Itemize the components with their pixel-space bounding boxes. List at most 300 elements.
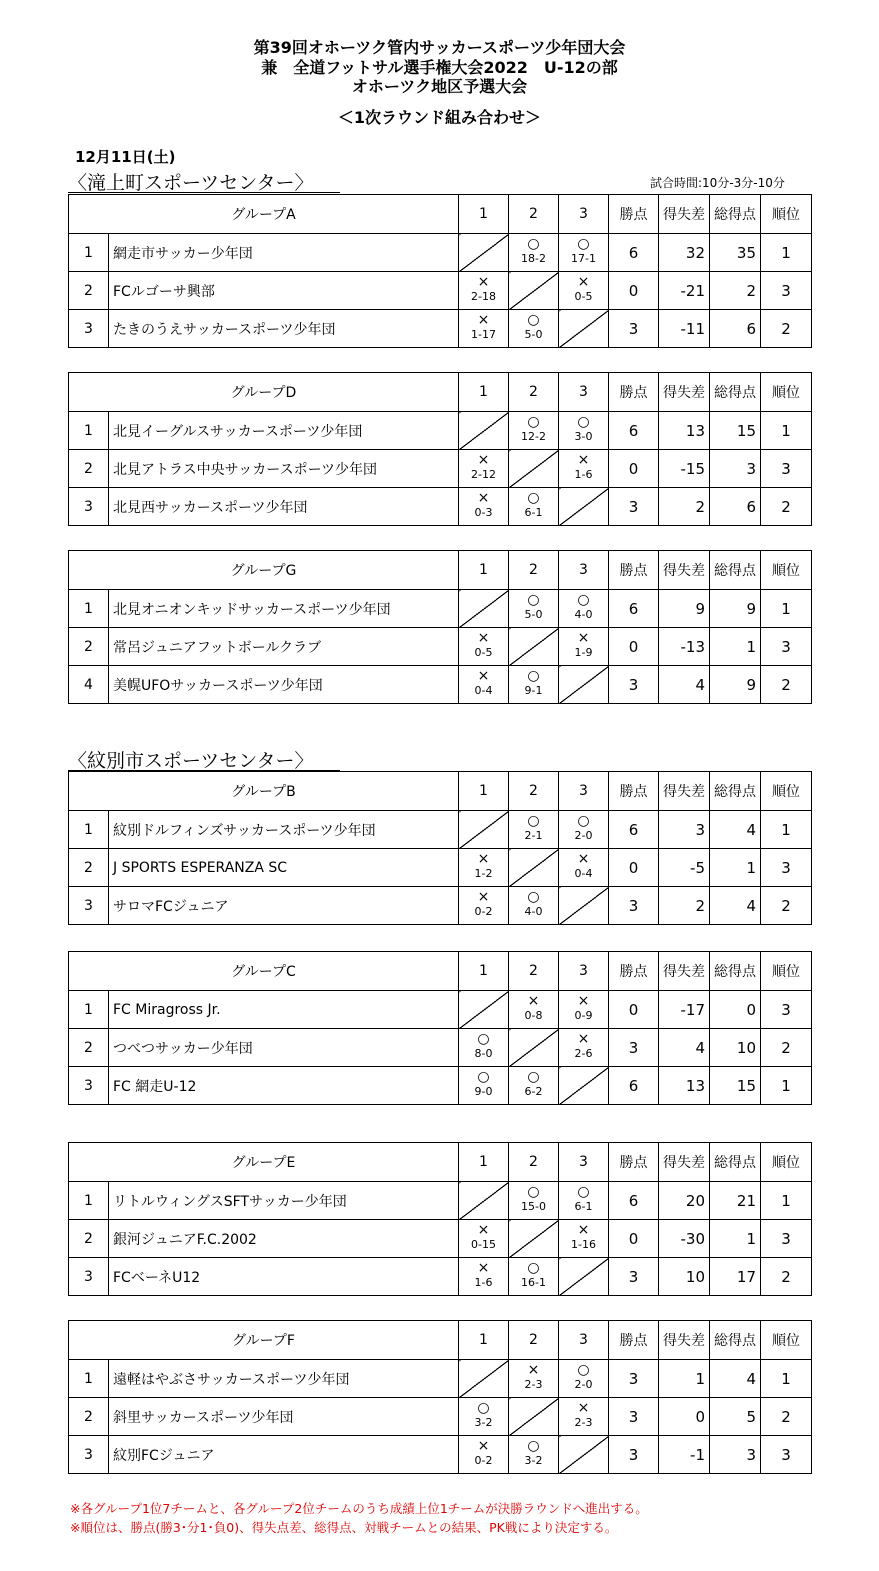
match-result-cell [459,849,509,887]
team-row [69,1220,812,1258]
team-number: 2 [69,450,109,488]
team-number: 1 [69,412,109,450]
loss-mark: × [477,452,490,468]
win-mark: ○ [527,312,540,328]
match-score: 2-3 [574,1416,593,1429]
rank: 2 [761,310,812,348]
win-mark: ○ [577,592,590,608]
team-row [69,1436,812,1474]
points: 3 [609,310,659,348]
match-score: 0-3 [474,506,493,519]
team-row [69,1029,812,1067]
column-header: 順位 [761,772,812,811]
match-score: 0-8 [524,1009,543,1022]
match-result-cell [509,1436,559,1474]
column-header: 得失差 [659,373,710,412]
loss-mark: × [477,490,490,506]
column-header: 勝点 [609,551,659,590]
column-header: 3 [559,373,609,412]
team-name: FC 網走U-12 [109,1067,459,1105]
loss-mark: × [477,630,490,646]
goal-difference: -5 [659,849,710,887]
match-result-cell [559,849,609,887]
team-name: FCベーネU12 [109,1258,459,1296]
column-header: 2 [509,952,559,991]
loss-mark: × [577,1222,590,1238]
win-mark: ○ [577,414,590,430]
points: 6 [609,234,659,272]
team-number: 3 [69,488,109,526]
points: 0 [609,628,659,666]
match-result-cell [509,590,559,628]
match-score: 18-2 [521,252,546,265]
rank: 1 [761,234,812,272]
footnote-1: ※各グループ1位7チームと、各グループ2位チームのうち成績上位1チームが決勝ラウンドへ進出する。 [70,1501,648,1516]
match-score: 0-15 [471,1238,496,1251]
match-result-cell [559,412,609,450]
match-score: 2-3 [524,1378,543,1391]
group-name: グループF [69,1321,459,1360]
venue-1-name: 〈滝上町スポーツセンター〉 [68,172,314,194]
match-score: 12-2 [521,430,546,443]
match-score: 1-6 [474,1276,493,1289]
match-result-cell [509,234,559,272]
goal-difference: 2 [659,488,710,526]
points: 6 [609,811,659,849]
match-result-cell [459,1029,509,1067]
column-header: 順位 [761,1321,812,1360]
match-score: 2-1 [524,829,543,842]
rank: 1 [761,1067,812,1105]
win-mark: ○ [527,236,540,252]
column-header: 2 [509,373,559,412]
points: 0 [609,991,659,1029]
rank: 3 [761,1436,812,1474]
goal-difference: 4 [659,666,710,704]
goals-for: 1 [710,849,761,887]
rank: 3 [761,272,812,310]
group-name: グループA [69,195,459,234]
match-score: 3-2 [474,1416,493,1429]
match-score: 9-1 [524,684,543,697]
group-table [68,372,812,526]
points: 3 [609,887,659,925]
title-line-1: 第39回オホーツク管内サッカースポーツ少年団大会 [253,38,626,57]
team-number: 2 [69,1029,109,1067]
team-number: 3 [69,1258,109,1296]
rank: 3 [761,991,812,1029]
goals-for: 15 [710,1067,761,1105]
match-score: 2-0 [574,829,593,842]
rank: 2 [761,1029,812,1067]
win-mark: ○ [477,1031,490,1047]
team-number: 2 [69,272,109,310]
rank: 2 [761,1258,812,1296]
team-name: 紋別FCジュニア [109,1436,459,1474]
column-header: 勝点 [609,952,659,991]
rank: 2 [761,887,812,925]
group-table [68,1320,812,1474]
rank: 2 [761,666,812,704]
goal-difference: 2 [659,887,710,925]
match-score: 4-0 [574,608,593,621]
points: 6 [609,412,659,450]
rank: 1 [761,1360,812,1398]
column-header: 順位 [761,952,812,991]
column-header: 得失差 [659,1143,710,1182]
self-match-cell [559,1436,609,1474]
group-table [68,550,812,704]
match-score: 5-0 [524,328,543,341]
column-header: 順位 [761,551,812,590]
column-header: 3 [559,772,609,811]
match-result-cell [559,991,609,1029]
rank: 1 [761,412,812,450]
goals-for: 9 [710,590,761,628]
team-name: つべつサッカー少年団 [109,1029,459,1067]
goal-difference: 3 [659,811,710,849]
rank: 2 [761,488,812,526]
team-number: 3 [69,1436,109,1474]
column-header: 2 [509,195,559,234]
match-result-cell [459,1258,509,1296]
group-name: グループD [69,373,459,412]
goals-for: 0 [710,991,761,1029]
win-mark: ○ [527,1260,540,1276]
loss-mark: × [577,993,590,1009]
group-name: グループG [69,551,459,590]
match-result-cell [559,1029,609,1067]
loss-mark: × [577,851,590,867]
match-result-cell [459,1067,509,1105]
win-mark: ○ [477,1069,490,1085]
win-mark: ○ [527,1438,540,1454]
match-score: 16-1 [521,1276,546,1289]
match-result-cell [509,811,559,849]
match-time-note: 試合時間:10分-3分-10分 [650,176,785,190]
team-row [69,450,812,488]
goals-for: 4 [710,811,761,849]
goal-difference: -30 [659,1220,710,1258]
column-header: 勝点 [609,772,659,811]
match-score: 0-4 [474,684,493,697]
rank: 1 [761,811,812,849]
match-result-cell [459,887,509,925]
column-header: 総得点 [710,952,761,991]
goals-for: 1 [710,628,761,666]
points: 0 [609,450,659,488]
team-row [69,1258,812,1296]
team-number: 1 [69,234,109,272]
match-score: 1-9 [574,646,593,659]
team-row [69,887,812,925]
group-name: グループB [69,772,459,811]
team-name: FC Miragross Jr. [109,991,459,1029]
win-mark: ○ [527,889,540,905]
team-name: J SPORTS ESPERANZA SC [109,849,459,887]
goals-for: 3 [710,450,761,488]
self-match-cell [459,991,509,1029]
column-header: 勝点 [609,1143,659,1182]
match-result-cell [459,628,509,666]
team-row [69,310,812,348]
match-result-cell [459,1436,509,1474]
match-result-cell [509,310,559,348]
points: 0 [609,272,659,310]
match-score: 6-1 [574,1200,593,1213]
match-result-cell [459,272,509,310]
column-header: 得失差 [659,952,710,991]
match-result-cell [559,1182,609,1220]
column-header: 総得点 [710,1321,761,1360]
self-match-cell [559,1258,609,1296]
goal-difference: -15 [659,450,710,488]
column-header: 3 [559,551,609,590]
column-header: 勝点 [609,1321,659,1360]
loss-mark: × [477,851,490,867]
goal-difference: -21 [659,272,710,310]
goal-difference: -13 [659,628,710,666]
team-row [69,1067,812,1105]
team-number: 3 [69,887,109,925]
goals-for: 2 [710,272,761,310]
team-row [69,590,812,628]
match-score: 2-6 [574,1047,593,1060]
win-mark: ○ [577,236,590,252]
team-name: 北見オニオンキッドサッカースポーツ少年団 [109,590,459,628]
match-score: 1-17 [471,328,496,341]
loss-mark: × [577,630,590,646]
column-header: 順位 [761,1143,812,1182]
match-score: 1-2 [474,867,493,880]
match-score: 5-0 [524,608,543,621]
column-header: 3 [559,1143,609,1182]
team-number: 2 [69,849,109,887]
title-line-2: 兼 全道フットサル選手権大会2022 U-12の部 [261,58,618,77]
loss-mark: × [577,274,590,290]
column-header: 2 [509,772,559,811]
self-match-cell [509,849,559,887]
goal-difference: 9 [659,590,710,628]
match-score: 17-1 [571,252,596,265]
team-row [69,412,812,450]
match-result-cell [559,811,609,849]
loss-mark: × [477,1438,490,1454]
match-score: 3-0 [574,430,593,443]
win-mark: ○ [527,414,540,430]
goals-for: 35 [710,234,761,272]
loss-mark: × [477,889,490,905]
team-name: 遠軽はやぶさサッカースポーツ少年団 [109,1360,459,1398]
loss-mark: × [577,1400,590,1416]
match-score: 1-6 [574,468,593,481]
column-header: 2 [509,1321,559,1360]
points: 6 [609,1182,659,1220]
team-number: 1 [69,1182,109,1220]
column-header: 1 [459,952,509,991]
title-line-4: ＜1次ラウンド組み合わせ＞ [337,108,542,127]
match-result-cell [459,1398,509,1436]
match-result-cell [509,1182,559,1220]
win-mark: ○ [527,668,540,684]
team-row [69,1360,812,1398]
goals-for: 10 [710,1029,761,1067]
team-number: 2 [69,628,109,666]
match-result-cell [559,450,609,488]
column-header: 1 [459,1321,509,1360]
self-match-cell [559,887,609,925]
match-result-cell [559,590,609,628]
self-match-cell [509,450,559,488]
win-mark: ○ [577,813,590,829]
win-mark: ○ [527,1069,540,1085]
goals-for: 6 [710,488,761,526]
points: 3 [609,1360,659,1398]
win-mark: ○ [527,813,540,829]
goal-difference: -17 [659,991,710,1029]
match-score: 2-12 [471,468,496,481]
column-header: 2 [509,551,559,590]
column-header: 勝点 [609,195,659,234]
team-row [69,666,812,704]
team-number: 1 [69,811,109,849]
self-match-cell [459,234,509,272]
team-row [69,811,812,849]
loss-mark: × [527,993,540,1009]
match-result-cell [559,234,609,272]
match-result-cell [509,1360,559,1398]
points: 3 [609,1029,659,1067]
match-result-cell [459,450,509,488]
group-table [68,1142,812,1296]
goals-for: 4 [710,887,761,925]
match-score: 4-0 [524,905,543,918]
goals-for: 17 [710,1258,761,1296]
win-mark: ○ [577,1362,590,1378]
column-header: 総得点 [710,1143,761,1182]
footnote-2: ※順位は、勝点(勝3･分1･負0)、得失点差、総得点、対戦チームとの結果、PK戦により決定する。 [70,1520,618,1535]
match-result-cell [509,1067,559,1105]
team-row [69,272,812,310]
goals-for: 9 [710,666,761,704]
column-header: 順位 [761,373,812,412]
match-result-cell [559,1398,609,1436]
column-header: 総得点 [710,195,761,234]
team-name: 美幌UFOサッカースポーツ少年団 [109,666,459,704]
self-match-cell [559,666,609,704]
match-result-cell [559,272,609,310]
rank: 1 [761,1182,812,1220]
venue-2-name: 〈紋別市スポーツセンター〉 [68,750,314,772]
win-mark: ○ [477,1400,490,1416]
loss-mark: × [527,1362,540,1378]
match-result-cell [559,628,609,666]
column-header: 1 [459,1143,509,1182]
goal-difference: 20 [659,1182,710,1220]
team-name: 北見イーグルスサッカースポーツ少年団 [109,412,459,450]
goal-difference: 1 [659,1360,710,1398]
venue-1-underline [68,192,340,193]
points: 0 [609,1220,659,1258]
goal-difference: 13 [659,412,710,450]
goal-difference: 32 [659,234,710,272]
team-name: 常呂ジュニアフットボールクラブ [109,628,459,666]
team-number: 3 [69,310,109,348]
points: 6 [609,590,659,628]
match-score: 0-5 [474,646,493,659]
column-header: 1 [459,195,509,234]
match-result-cell [459,666,509,704]
match-result-cell [509,887,559,925]
column-header: 3 [559,1321,609,1360]
column-header: 1 [459,373,509,412]
team-name: 斜里サッカースポーツ少年団 [109,1398,459,1436]
loss-mark: × [477,668,490,684]
match-result-cell [509,666,559,704]
team-number: 3 [69,1067,109,1105]
team-name: 北見アトラス中央サッカースポーツ少年団 [109,450,459,488]
self-match-cell [459,1360,509,1398]
team-name: 北見西サッカースポーツ少年団 [109,488,459,526]
column-header: 勝点 [609,373,659,412]
points: 3 [609,488,659,526]
points: 0 [609,849,659,887]
loss-mark: × [477,274,490,290]
match-score: 2-0 [574,1378,593,1391]
match-score: 6-2 [524,1085,543,1098]
rank: 1 [761,590,812,628]
goals-for: 21 [710,1182,761,1220]
column-header: 1 [459,551,509,590]
team-number: 2 [69,1398,109,1436]
self-match-cell [459,590,509,628]
match-result-cell [559,1220,609,1258]
team-row [69,1182,812,1220]
match-result-cell [509,991,559,1029]
points: 3 [609,1436,659,1474]
win-mark: ○ [527,592,540,608]
column-header: 得失差 [659,1321,710,1360]
team-row [69,488,812,526]
goal-difference: 0 [659,1398,710,1436]
match-result-cell [509,1258,559,1296]
group-table [68,771,812,925]
column-header: 2 [509,1143,559,1182]
goals-for: 4 [710,1360,761,1398]
column-header: 総得点 [710,772,761,811]
match-result-cell [509,488,559,526]
goals-for: 5 [710,1398,761,1436]
column-header: 総得点 [710,373,761,412]
team-name: サロマFCジュニア [109,887,459,925]
date-label: 12月11日(土) [75,148,176,166]
self-match-cell [509,1029,559,1067]
loss-mark: × [477,312,490,328]
match-score: 9-0 [474,1085,493,1098]
rank: 3 [761,628,812,666]
group-name: グループE [69,1143,459,1182]
group-table [68,951,812,1105]
team-row [69,849,812,887]
rank: 3 [761,1220,812,1258]
win-mark: ○ [527,490,540,506]
win-mark: ○ [577,1184,590,1200]
column-header: 得失差 [659,772,710,811]
win-mark: ○ [527,1184,540,1200]
team-name: 銀河ジュニアF.C.2002 [109,1220,459,1258]
self-match-cell [559,488,609,526]
goal-difference: 13 [659,1067,710,1105]
